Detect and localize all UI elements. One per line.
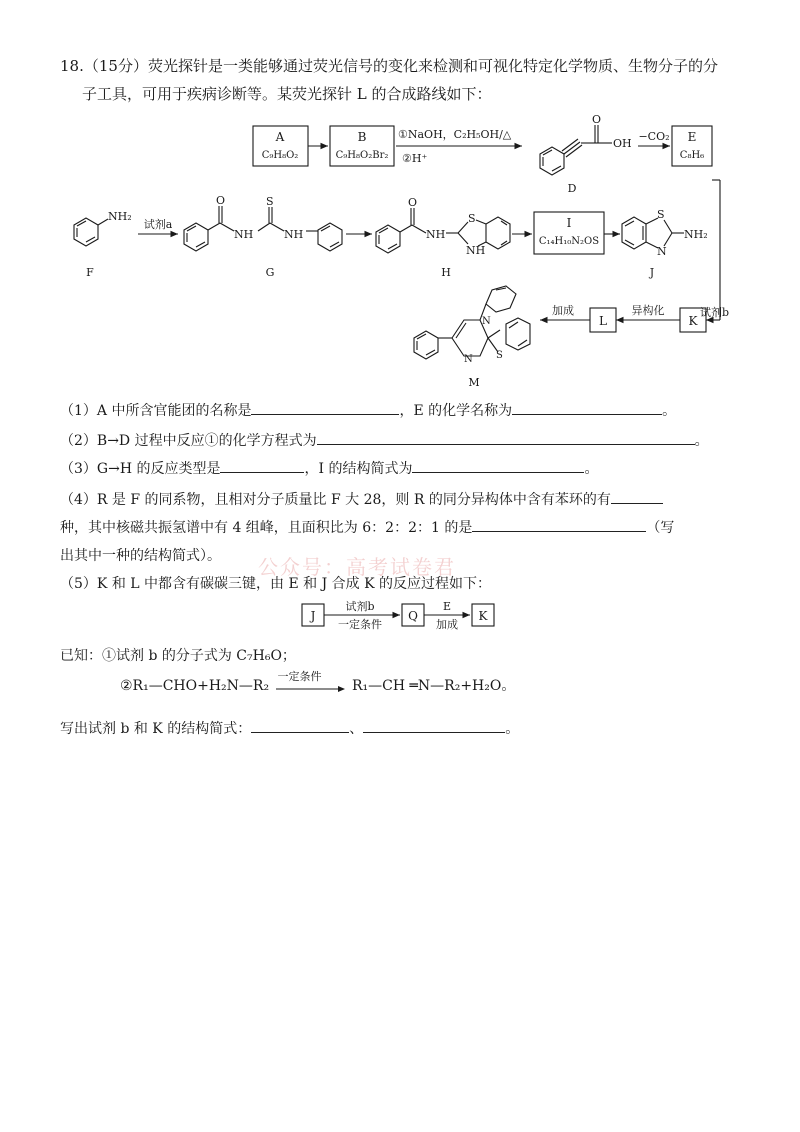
- addition: 加成: [552, 304, 574, 317]
- intro-line-2: 子工具，可用于疾病诊断等。某荧光探针 L 的合成路线如下：: [82, 85, 492, 103]
- M-nitrogen-2: N: [464, 354, 473, 365]
- structure-M: [414, 286, 530, 359]
- condition-1: ①NaOH，C₂H₅OH/△: [398, 128, 512, 141]
- reagent-b: 试剂b: [700, 306, 730, 319]
- answer-blank-1a[interactable]: [251, 400, 399, 415]
- J-nitrogen: N: [657, 245, 667, 258]
- q5-box-Q: Q: [408, 609, 418, 623]
- label-I: I: [566, 216, 572, 230]
- G-oxygen: O: [216, 194, 226, 207]
- label-A: A: [275, 130, 285, 144]
- answer-blank-4b[interactable]: [472, 517, 646, 532]
- H-nh: NH: [426, 228, 446, 241]
- structure-J: [622, 217, 684, 249]
- D-hydroxyl: OH: [613, 137, 632, 150]
- label-G: G: [265, 266, 275, 279]
- q5-box-K: K: [478, 609, 488, 623]
- formula-E: C₈H₆: [679, 150, 705, 161]
- label-F: F: [86, 266, 94, 279]
- synthesis-scheme: [60, 110, 760, 400]
- J-sulfur: S: [657, 208, 665, 221]
- q5-scheme: [296, 596, 516, 636]
- q5-arrow1-bottom: 一定条件: [338, 618, 382, 631]
- formula-I: C₁₄H₁₀N₂OS: [538, 236, 600, 247]
- q5-arrow1-top: 试剂b: [345, 600, 375, 613]
- q5-arrow2-top: E: [442, 600, 452, 613]
- question-intro: [60, 52, 750, 108]
- D-oxygen: O: [592, 113, 602, 126]
- answer-blank-2[interactable]: [317, 430, 695, 445]
- decarboxylation: −CO₂: [638, 130, 670, 143]
- structure-F: [74, 218, 108, 246]
- q5-arrow2-bottom: 加成: [436, 618, 458, 631]
- label-D: D: [567, 182, 577, 195]
- label-B: B: [357, 130, 367, 144]
- label-J: J: [649, 266, 655, 279]
- answer-blank-1b[interactable]: [512, 400, 662, 415]
- intro-line-1: 荧光探针是一类能够通过荧光信号的变化来检测和可视化特定化学物质、生物分子的分: [147, 57, 718, 75]
- sub-question-1: （1）A 中所含官能团的名称是 ，E 的化学名称为 。: [60, 400, 760, 421]
- answer-blank-5a[interactable]: [251, 718, 349, 733]
- M-nitrogen-1: N: [482, 316, 491, 327]
- condition-2: ②H⁺: [402, 152, 428, 165]
- H-oxygen: O: [408, 196, 418, 209]
- known-condition-2: ②R₁—CHO+H₂N—R₂ 一定条件 R₁—CH ═N—R₂+H₂O。: [120, 670, 516, 694]
- question-points: （15分）: [83, 57, 148, 75]
- label-E: E: [687, 130, 697, 144]
- label-K: K: [688, 314, 698, 328]
- label-M: M: [468, 376, 480, 389]
- answer-blank-3b[interactable]: [412, 458, 584, 473]
- label-H: H: [441, 266, 451, 279]
- H-sulfur: S: [468, 212, 476, 225]
- answer-blank-3a[interactable]: [220, 458, 304, 473]
- G-nh-2: NH: [284, 228, 304, 241]
- J-amine: NH₂: [684, 228, 708, 241]
- q5-box-J: J: [310, 609, 316, 623]
- sub-question-5: （5）K 和 L 中都含有碳碳三键，由 E 和 J 合成 K 的反应过程如下：: [60, 576, 492, 592]
- sub-question-2: （2）B→D 过程中反应①的化学方程式为 。: [60, 430, 760, 451]
- isomerization: 异构化: [631, 304, 665, 317]
- F-amine: NH₂: [108, 210, 132, 223]
- M-sulfur: S: [496, 350, 503, 361]
- answer-blank-5b[interactable]: [363, 718, 505, 733]
- formula-B: C₉H₈O₂Br₂: [335, 150, 389, 161]
- reagent-a: 试剂a: [143, 218, 173, 231]
- known-reaction-arrow: 一定条件: [274, 679, 348, 693]
- known-condition-1: 已知：①试剂 b 的分子式为 C₇H₆O；: [60, 648, 296, 664]
- answer-blank-4a[interactable]: [611, 489, 663, 504]
- question-number: 18.: [60, 57, 84, 75]
- sub-question-5-ask: 写出试剂 b 和 K 的结构简式： 、 。: [60, 718, 760, 739]
- label-L: L: [599, 314, 607, 328]
- structure-G: [184, 206, 342, 251]
- G-nh-1: NH: [234, 228, 254, 241]
- G-sulfur: S: [266, 195, 274, 208]
- structure-D: [540, 125, 612, 175]
- watermark: 公众号：高考试卷君: [258, 555, 456, 579]
- formula-A: C₉H₈O₂: [261, 150, 299, 161]
- H-nh-ring: NH: [466, 244, 486, 257]
- sub-question-3: （3）G→H 的反应类型是 ，I 的结构简式为 。: [60, 458, 760, 479]
- sub-question-4: （4）R 是 F 的同系物，且相对分子质量比 F 大 28，则 R 的同分异构体中含有苯环的有 种，其中核磁共振氢谱中有 4 组峰，且面积比为 6：2：2：1 的是 （写 出其中一种的结构简式）。: [60, 486, 760, 570]
